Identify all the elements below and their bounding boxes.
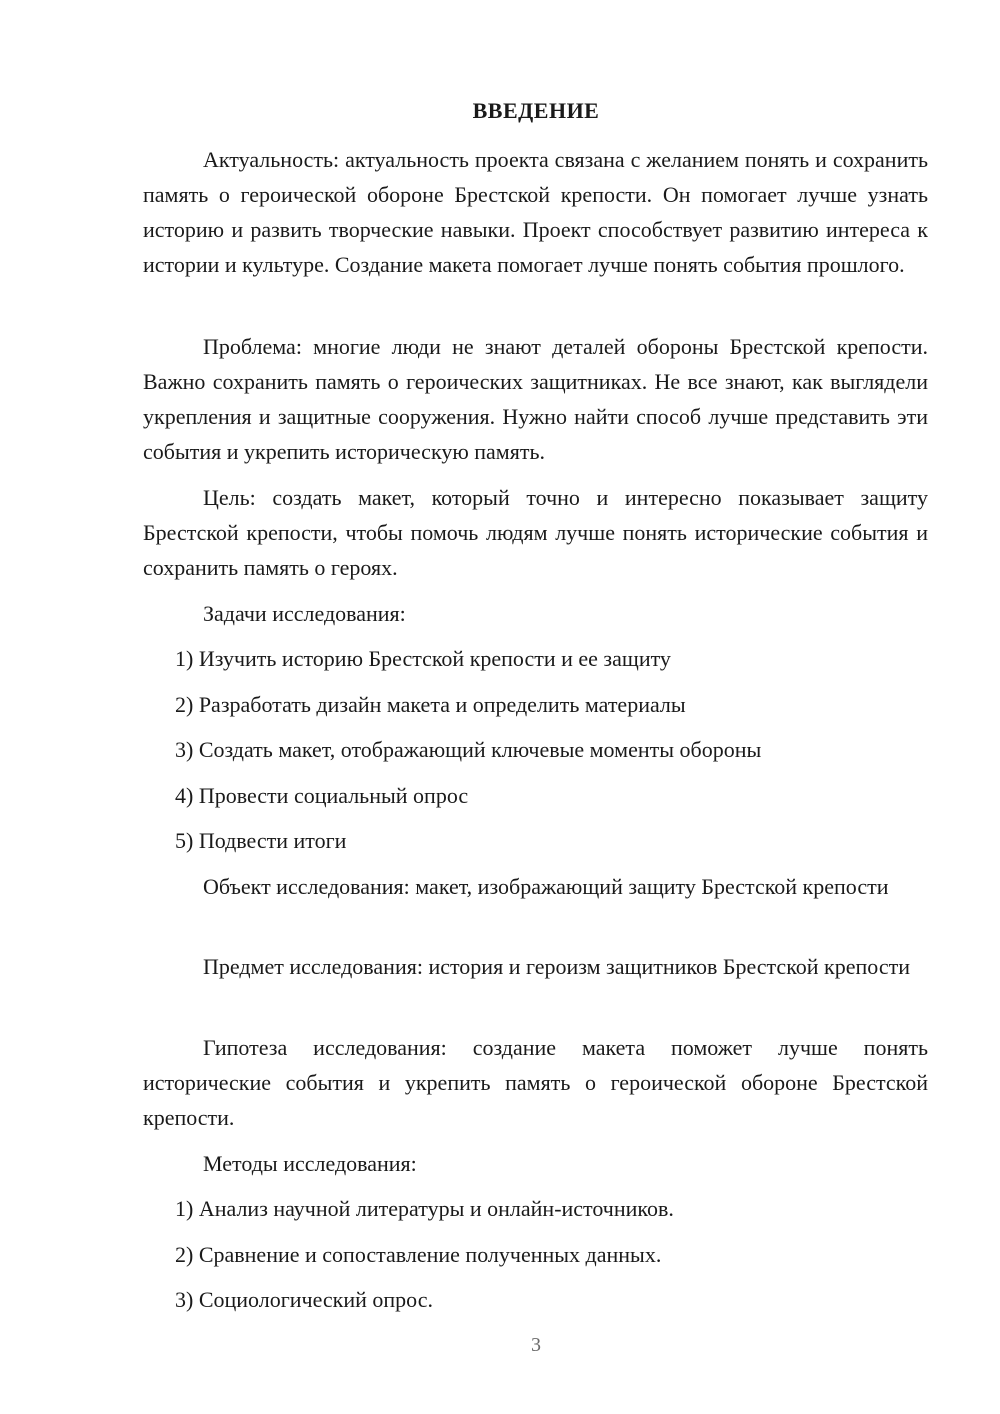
method-item: 3) Социологический опрос. xyxy=(175,1287,433,1312)
method-item: 2) Сравнение и сопоставление полученных данных. xyxy=(175,1242,662,1267)
goal-paragraph: Цель: создать макет, который точно и интересно показывает защиту Брестской крепости, чтобы помочь людям лучше понять исторические события и сохранить память о героях. xyxy=(143,485,928,580)
subject-paragraph: Предмет исследования: история и героизм защитников Брестской крепости xyxy=(203,954,910,979)
page-number: 3 xyxy=(531,1334,541,1356)
task-item: 3) Создать макет, отображающий ключевые моменты обороны xyxy=(175,737,762,762)
task-item: 2) Разработать дизайн макета и определить материалы xyxy=(175,692,686,717)
method-item: 1) Анализ научной литературы и онлайн-источников. xyxy=(175,1196,674,1221)
task-item: 1) Изучить историю Брестской крепости и ее защиту xyxy=(175,646,671,671)
task-item: 4) Провести социальный опрос xyxy=(175,783,469,808)
section-heading: ВВЕДЕНИЕ xyxy=(472,98,600,123)
relevance-paragraph: Актуальность: актуальность проекта связана с желанием понять и сохранить память о героической обороне Брестской крепости. Он помогает лучше узнать историю и развить творческие навыки. Проект способствует развитию интереса к истории и культуре. Создание макета помогает лучше понять события прошлого. xyxy=(143,147,928,277)
tasks-title: Задачи исследования: xyxy=(203,601,406,626)
hypothesis-paragraph: Гипотеза исследования: создание макета поможет лучше понять исторические события и укрепить память о героической обороне Брестской крепости. xyxy=(143,1035,928,1130)
methods-title: Методы исследования: xyxy=(203,1151,417,1176)
task-item: 5) Подвести итоги xyxy=(175,828,347,853)
problem-paragraph: Проблема: многие люди не знают деталей обороны Брестской крепости. Важно сохранить память о героических защитниках. Не все знают, как выглядели укрепления и защитные сооружения. Нужно найти способ лучше представить эти события и укрепить историческую память. xyxy=(143,334,928,464)
object-paragraph: Объект исследования: макет, изображающий защиту Брестской крепости xyxy=(203,874,889,899)
